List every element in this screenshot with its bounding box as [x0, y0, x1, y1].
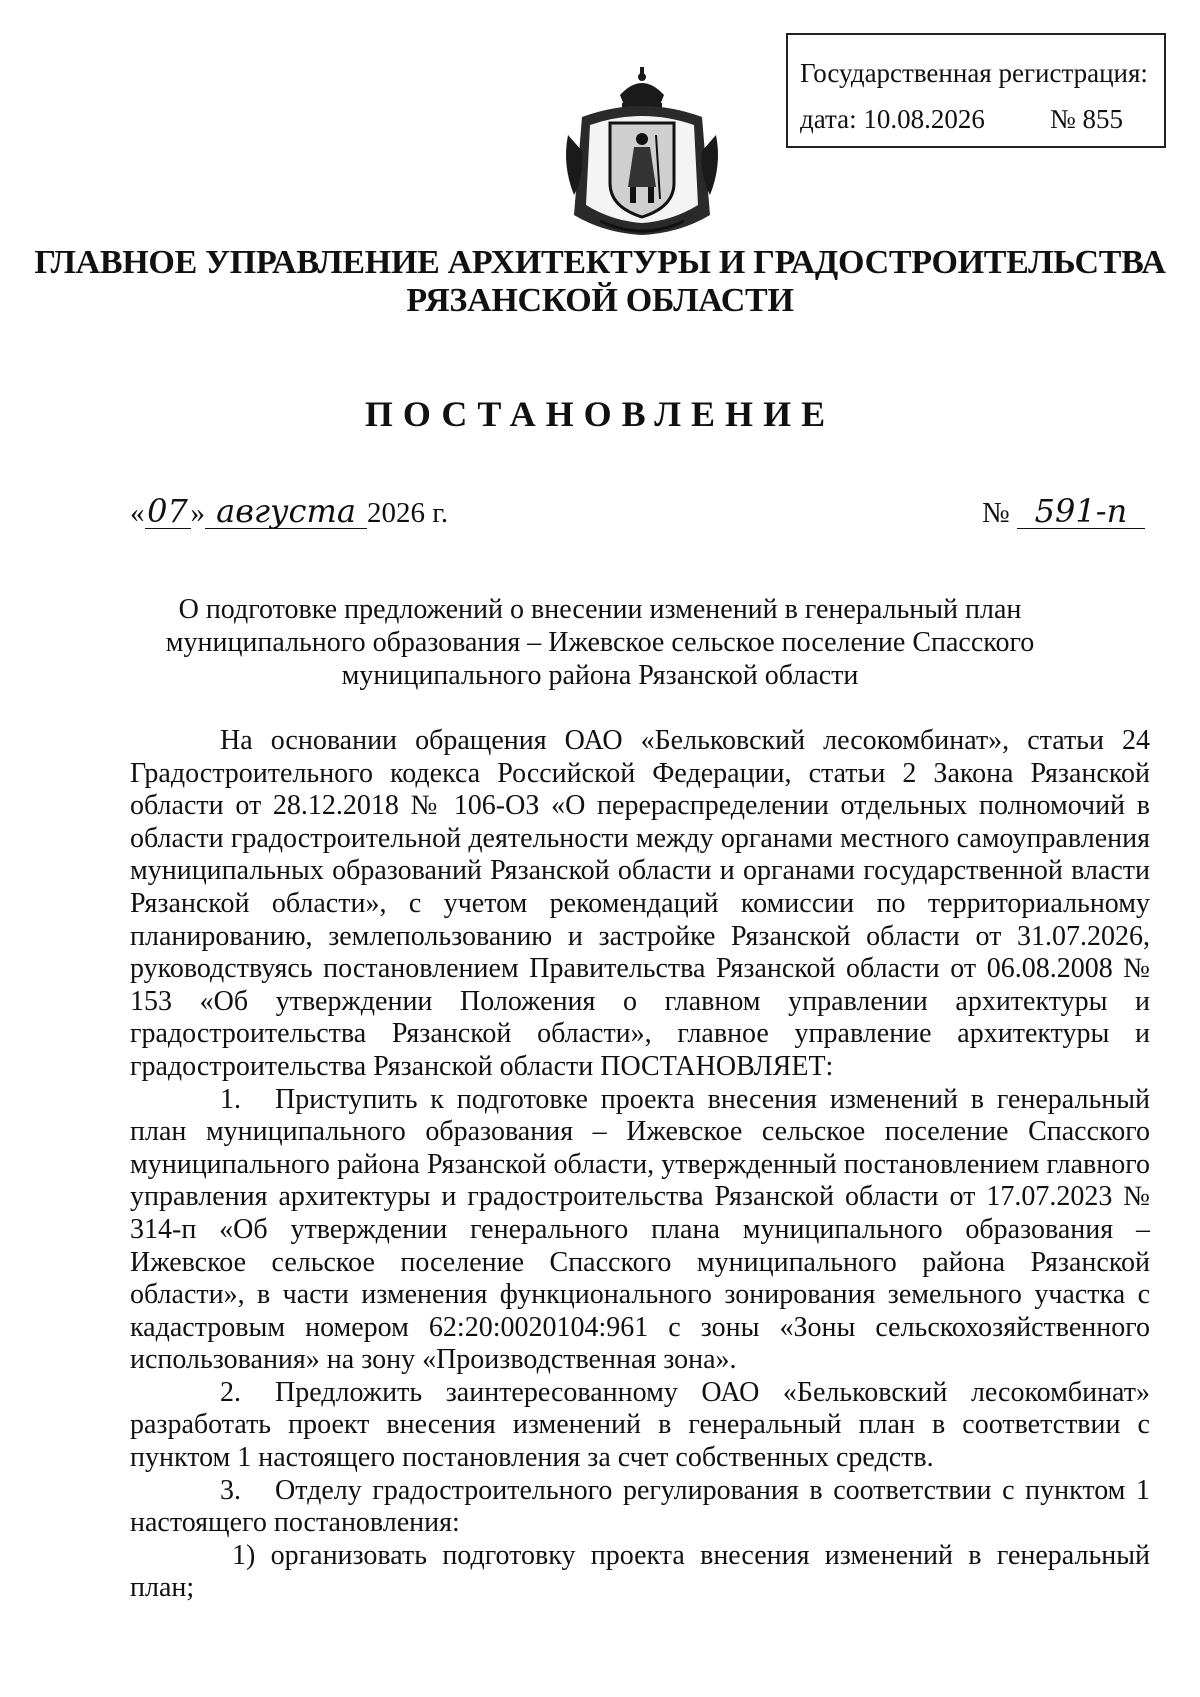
date-close-quote: »	[190, 497, 205, 529]
item-1-number: 1.	[220, 1083, 241, 1115]
organization-title-line2: РЯЗАНСКОЙ ОБЛАСТИ	[406, 282, 794, 319]
date-year: 2026 г.	[367, 497, 449, 529]
organization-title	[0, 244, 1200, 320]
registration-date: дата: 10.08.2026	[800, 104, 985, 134]
date-open-quote: «	[130, 497, 145, 529]
item-2-text: Предложить заинтересованному ОАО «Бельковский лесокомбинат» разработать проект внесения изменений в генеральный план в соответствии с пунктом 1 настоящего постановления за счет собственных средств.	[130, 1376, 1150, 1474]
document-type: ПОСТАНОВЛЕНИЕ	[364, 394, 836, 434]
number-prefix: №	[982, 497, 1010, 529]
date-day: 07	[145, 494, 191, 529]
registration-title: Государственная регистрация:	[800, 58, 1148, 88]
registration-stamp	[786, 33, 1166, 148]
document-subject	[0, 593, 1200, 692]
item-1-text: Приступить к подготовке проекта внесения изменений в генеральный план муниципального образования – Ижевское сельское поселение Спасского муниципального района Рязанской области, утвержденный постановлением главного управления архитектуры и градостроительства Рязанской области от 17.07.2023 № 314-п «Об утверждении генерального плана муниципального образования – Ижевское сельское поселение Спасского муниципального района Рязанской области», в части изменения функционального зонирования земельного участка с кадастровым номером 62:20:0020104:961 с зоны «Зоны сельскохозяйственного использования» на зону «Производственная зона».	[130, 1083, 1150, 1376]
item-2-number: 2.	[220, 1376, 241, 1408]
subject-line1: О подготовке предложений о внесении изменений в генеральный план	[178, 594, 1022, 625]
document-body	[130, 725, 1150, 1605]
organization-title-line1: ГЛАВНОЕ УПРАВЛЕНИЕ АРХИТЕКТУРЫ И ГРАДОСТРОИТЕЛЬСТВА	[34, 244, 1166, 281]
item-3	[130, 1475, 1150, 1540]
registration-number: № 855	[1050, 104, 1124, 134]
item-3-text: Отделу градостроительного регулирования в соответствии с пунктом 1 настоящего постановления:	[130, 1474, 1150, 1539]
document-date	[130, 494, 448, 530]
coat-of-arms-emblem	[560, 65, 724, 237]
subject-line3: муниципального района Рязанской области	[341, 660, 859, 691]
item-1	[130, 1084, 1150, 1377]
registration-date-row	[800, 104, 1124, 134]
date-month: августа	[205, 494, 367, 529]
preamble-paragraph: На основании обращения ОАО «Бельковский лесокомбинат», статьи 24 Градостроительного кодекса Российской Федерации, статьи 2 Закона Рязанской области от 28.12.2018 № 106-ОЗ «О перераспределении отдельных полномочий в области градостроительной деятельности между органами местного самоуправления муниципальных образований Рязанской области и органами государственной власти Рязанской области», с учетом рекомендаций комиссии по территориальному планированию, землепользованию и застройке Рязанской области от 31.07.2026, руководствуясь постановлением Правительства Рязанской области от 06.08.2008 № 153 «Об утверждении Положения о главном управлении архитектуры и градостроительства Рязанской области», главное управление архитектуры и градостроительства Рязанской области ПОСТАНОВЛЯЕТ:	[130, 725, 1150, 1082]
subject-line2: муниципального образования – Ижевское сельское поселение Спасского	[165, 627, 1035, 658]
number-value: 591-п	[1017, 494, 1145, 529]
item-3-number: 3.	[220, 1474, 241, 1506]
subitem-1: 1) организовать подготовку проекта внесения изменений в генеральный план;	[130, 1539, 1150, 1604]
document-number	[982, 494, 1145, 530]
item-2	[130, 1377, 1150, 1475]
